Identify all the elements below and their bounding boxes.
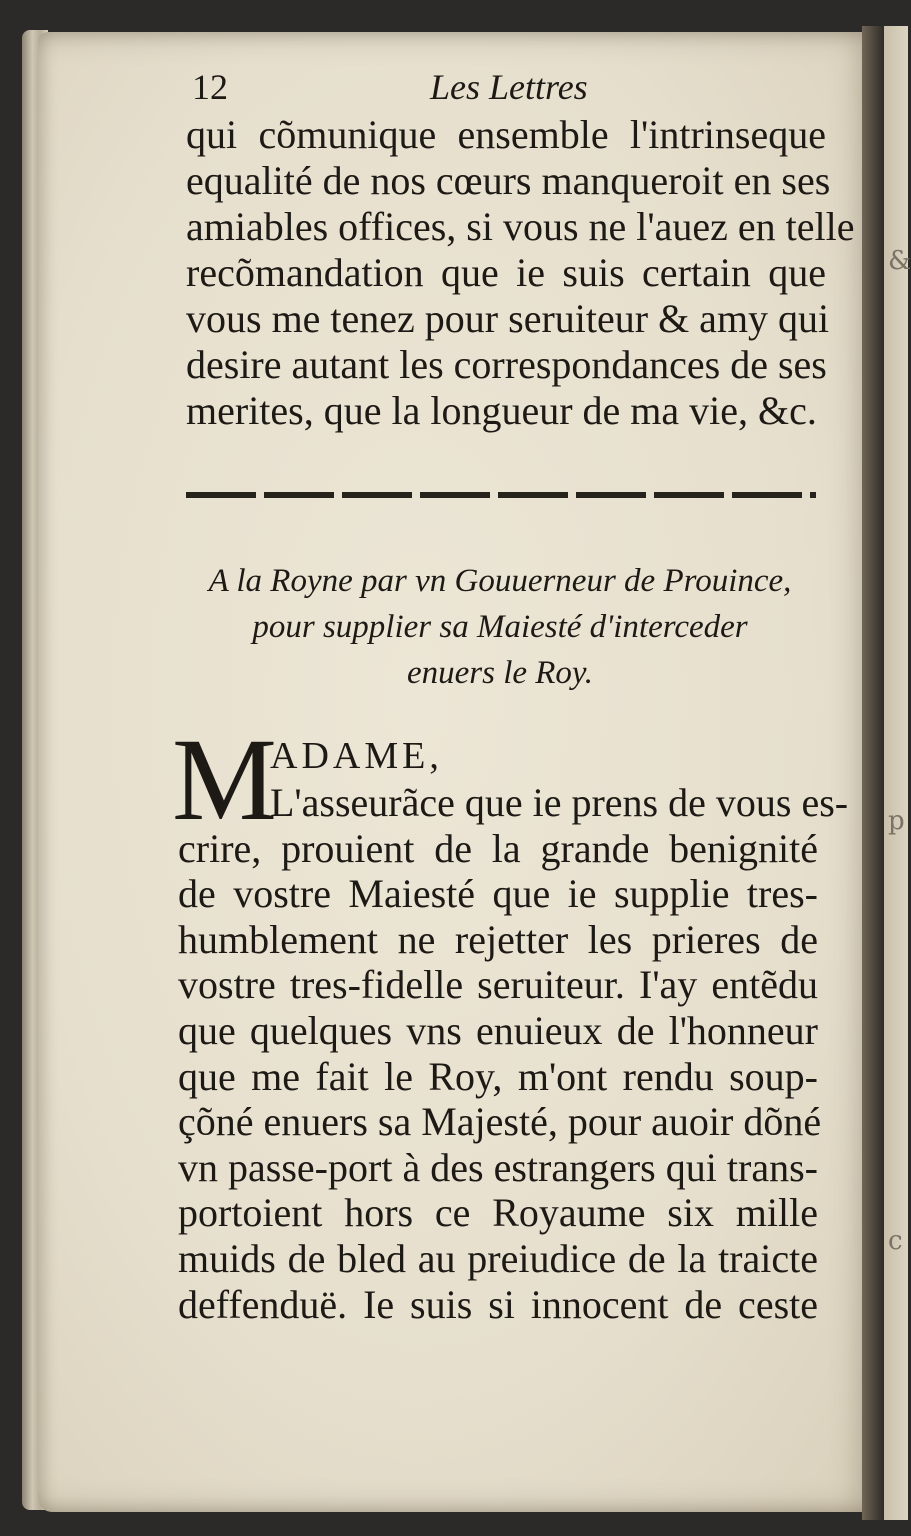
- text-line: çõné enuers sa Majesté, pour auoir dõné: [178, 1099, 822, 1145]
- text-line: humblement ne rejetter les prieres de: [178, 916, 818, 962]
- letter-heading: [150, 558, 850, 696]
- text-line: de vostre Maiesté que ie supplie tres-: [178, 871, 818, 917]
- previous-letter-ending: [186, 112, 855, 434]
- text-line: que me fait le Roy, m'ont rendu soup-: [178, 1053, 818, 1099]
- facing-page-glyph: p: [888, 806, 905, 836]
- text-line: desire autant les correspondances de ses: [186, 342, 827, 387]
- text-line: recõmandation que ie suis certain que: [186, 250, 826, 295]
- running-head: [192, 66, 812, 110]
- page-number: 12: [192, 67, 228, 107]
- text-line: merites, que la longueur de ma vie, &c.: [186, 388, 817, 433]
- book-gutter: [862, 26, 884, 1520]
- text-line: amiables offices, si vous ne l'auez en telle: [186, 204, 855, 249]
- text-line: muids de bled au preiudice de la traicte: [178, 1235, 818, 1281]
- text-line: L'asseurãce que ie prens de vous es-: [270, 780, 849, 825]
- text-line: qui cõmunique ensemble l'intrinseque: [186, 112, 826, 157]
- text-line: equalité de nos cœurs manqueroit en ses: [186, 158, 831, 203]
- heading-line: A la Royne par vn Gouuerneur de Prouince,: [208, 563, 792, 599]
- text-line: crire, prouient de la grande benignité: [178, 825, 818, 871]
- drop-cap: M: [172, 714, 277, 845]
- section-divider-rule: [186, 492, 816, 498]
- text-line: vn passe-port à des estrangers qui trans-: [178, 1144, 818, 1190]
- salutation: ADAME,: [270, 735, 443, 777]
- facing-page-glyph: &: [888, 246, 911, 276]
- heading-line: pour supplier sa Maiesté d'interceder: [252, 609, 748, 645]
- letter-body: [178, 780, 849, 1327]
- text-line: vous me tenez pour seruiteur & amy qui: [186, 296, 830, 341]
- running-title: Les Lettres: [430, 67, 588, 107]
- facing-page-edge: [884, 26, 911, 1520]
- facing-page-glyph: c: [888, 1226, 903, 1256]
- text-line: vostre tres-fidelle seruiteur. I'ay entẽdu: [178, 962, 818, 1008]
- text-line: portoient hors ce Royaume six mille: [178, 1190, 818, 1236]
- text-line: deffenduë. Ie suis si innocent de ceste: [178, 1281, 818, 1327]
- text-line: que quelques vns enuieux de l'honneur: [178, 1007, 818, 1053]
- heading-line: enuers le Roy.: [406, 655, 594, 691]
